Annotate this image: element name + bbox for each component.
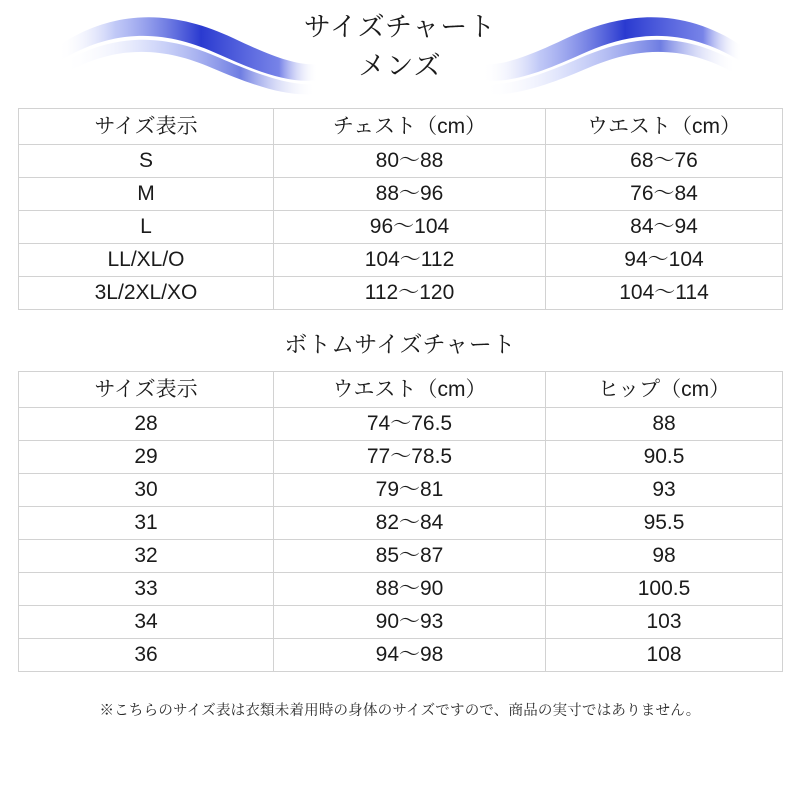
table-header-row [19, 372, 783, 408]
tops-table-wrapper [0, 108, 800, 310]
cell-size: 29 [19, 441, 274, 474]
cell-waist: 85〜87 [274, 540, 546, 573]
cell-waist: 88〜90 [274, 573, 546, 606]
cell-waist: 94〜98 [274, 639, 546, 672]
table-row [19, 573, 783, 606]
cell-size: 31 [19, 507, 274, 540]
header [0, 0, 800, 108]
cell-size: S [19, 145, 274, 178]
cell-hip: 88 [546, 408, 783, 441]
cell-size: L [19, 211, 274, 244]
column-header-size: サイズ表示 [19, 372, 274, 408]
column-header-waist: ウエスト（cm） [546, 109, 783, 145]
cell-waist: 79〜81 [274, 474, 546, 507]
table-row [19, 540, 783, 573]
page-subtitle: メンズ [358, 51, 442, 82]
tops-size-table [18, 108, 783, 310]
cell-hip: 90.5 [546, 441, 783, 474]
column-header-chest: チェスト（cm） [274, 109, 546, 145]
cell-size: LL/XL/O [19, 244, 274, 277]
table-row [19, 178, 783, 211]
cell-size: 36 [19, 639, 274, 672]
cell-chest: 88〜96 [274, 178, 546, 211]
cell-chest: 112〜120 [274, 277, 546, 310]
cell-waist: 74〜76.5 [274, 408, 546, 441]
table-row [19, 639, 783, 672]
cell-size: 32 [19, 540, 274, 573]
page-title-block [0, 8, 800, 86]
cell-waist: 94〜104 [546, 244, 783, 277]
table-row [19, 507, 783, 540]
column-header-hip: ヒップ（cm） [546, 372, 783, 408]
cell-chest: 104〜112 [274, 244, 546, 277]
cell-waist: 104〜114 [546, 277, 783, 310]
bottoms-section-heading: ボトムサイズチャート [284, 331, 516, 357]
cell-waist: 90〜93 [274, 606, 546, 639]
cell-size: 33 [19, 573, 274, 606]
cell-hip: 98 [546, 540, 783, 573]
cell-hip: 93 [546, 474, 783, 507]
column-header-size: サイズ表示 [19, 109, 274, 145]
cell-hip: 103 [546, 606, 783, 639]
bottoms-table-wrapper [0, 371, 800, 672]
cell-hip: 95.5 [546, 507, 783, 540]
page-title: サイズチャート [303, 12, 497, 42]
table-row [19, 277, 783, 310]
table-row [19, 211, 783, 244]
cell-hip: 100.5 [546, 573, 783, 606]
cell-size: 3L/2XL/XO [19, 277, 274, 310]
table-row [19, 244, 783, 277]
table-header-row [19, 109, 783, 145]
cell-waist: 84〜94 [546, 211, 783, 244]
cell-chest: 80〜88 [274, 145, 546, 178]
column-header-waist: ウエスト（cm） [274, 372, 546, 408]
cell-hip: 108 [546, 639, 783, 672]
cell-waist: 82〜84 [274, 507, 546, 540]
cell-size: 34 [19, 606, 274, 639]
table-row [19, 474, 783, 507]
table-row [19, 441, 783, 474]
cell-waist: 68〜76 [546, 145, 783, 178]
cell-size: 28 [19, 408, 274, 441]
disclaimer-note: ※こちらのサイズ表は衣類未着用時の身体のサイズですので、商品の実寸ではありません。 [99, 703, 701, 719]
table-row [19, 145, 783, 178]
table-row [19, 606, 783, 639]
cell-size: 30 [19, 474, 274, 507]
cell-size: M [19, 178, 274, 211]
bottoms-size-table [18, 371, 783, 672]
table-row [19, 408, 783, 441]
cell-waist: 77〜78.5 [274, 441, 546, 474]
cell-chest: 96〜104 [274, 211, 546, 244]
cell-waist: 76〜84 [546, 178, 783, 211]
